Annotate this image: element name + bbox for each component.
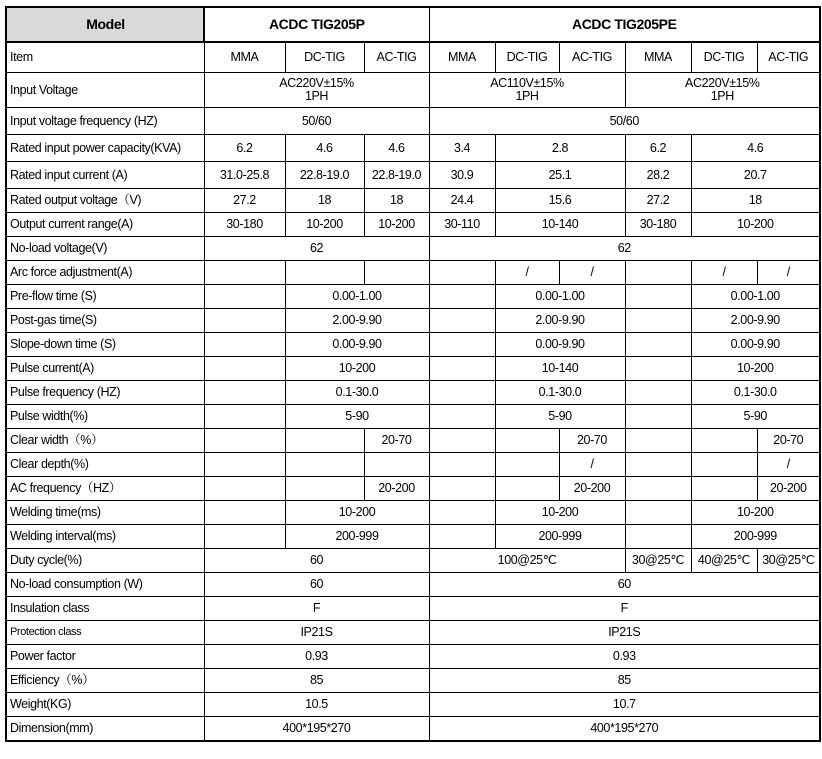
table-row: [6, 381, 820, 405]
table-row: [6, 333, 820, 357]
table-cell: [495, 453, 559, 477]
table-row: [6, 693, 820, 717]
table-cell: MMA: [204, 42, 285, 73]
row-label: Input voltage frequency (HZ): [6, 108, 204, 135]
table-cell: 0.93: [429, 645, 820, 669]
table-cell: 24.4: [429, 189, 495, 213]
table-row: [6, 309, 820, 333]
table-cell: AC-TIG: [757, 42, 820, 73]
table-cell: [204, 357, 285, 381]
table-cell: [204, 333, 285, 357]
table-cell: [285, 477, 364, 501]
table-cell: [204, 477, 285, 501]
table-row: [6, 525, 820, 549]
table-cell: 40@25℃: [691, 549, 757, 573]
table-cell: [429, 405, 495, 429]
table-row: [6, 108, 820, 135]
table-cell: 5-90: [285, 405, 429, 429]
table-cell: 200-999: [691, 525, 820, 549]
table-cell: [364, 453, 429, 477]
table-cell: [429, 477, 495, 501]
table-cell: 25.1: [495, 162, 625, 189]
row-label: Slope-down time (S): [6, 333, 204, 357]
row-label: Clear width（%）: [6, 429, 204, 453]
table-row: [6, 357, 820, 381]
table-cell: 30@25℃: [757, 549, 820, 573]
row-label: Rated input current (A): [6, 162, 204, 189]
table-row: [6, 573, 820, 597]
table-cell: [429, 261, 495, 285]
table-cell: 10-200: [285, 501, 429, 525]
table-cell: 6.2: [204, 135, 285, 162]
table-row: [6, 162, 820, 189]
table-cell: /: [495, 261, 559, 285]
table-cell: AC220V±15% 1PH: [204, 73, 429, 108]
table-cell: [204, 501, 285, 525]
table-cell: 200-999: [495, 525, 625, 549]
row-label: Pulse width(%): [6, 405, 204, 429]
table-cell: 20-70: [757, 429, 820, 453]
row-label: Dimension(mm): [6, 717, 204, 742]
table-cell: DC-TIG: [285, 42, 364, 73]
table-cell: 3.4: [429, 135, 495, 162]
table-cell: 0.00-1.00: [495, 285, 625, 309]
row-label: Rated output voltage（V): [6, 189, 204, 213]
table-cell: F: [204, 597, 429, 621]
table-row: [6, 405, 820, 429]
table-cell: MMA: [625, 42, 691, 73]
table-cell: 10-200: [285, 357, 429, 381]
table-cell: 4.6: [691, 135, 820, 162]
table-cell: [625, 261, 691, 285]
table-cell: 5-90: [691, 405, 820, 429]
table-cell: 6.2: [625, 135, 691, 162]
table-row: [6, 621, 820, 645]
table-cell: 50/60: [429, 108, 820, 135]
row-label: Duty cycle(%): [6, 549, 204, 573]
table-cell: [691, 477, 757, 501]
table-cell: 18: [364, 189, 429, 213]
table-cell: 2.00-9.90: [495, 309, 625, 333]
table-cell: 0.00-9.90: [495, 333, 625, 357]
table-cell: 0.1-30.0: [285, 381, 429, 405]
table-cell: 4.6: [285, 135, 364, 162]
table-cell: 10-200: [364, 213, 429, 237]
table-row: [6, 669, 820, 693]
table-cell: [625, 309, 691, 333]
table-cell: 100@25℃: [429, 549, 625, 573]
table-cell: /: [757, 453, 820, 477]
table-cell: 400*195*270: [429, 717, 820, 742]
table-cell: [364, 261, 429, 285]
table-cell: 5-90: [495, 405, 625, 429]
table-cell: 27.2: [204, 189, 285, 213]
row-label: Efficiency（%）: [6, 669, 204, 693]
table-cell: 0.00-9.90: [691, 333, 820, 357]
spec-table: [5, 6, 821, 742]
table-cell: 2.8: [495, 135, 625, 162]
table-cell: [429, 525, 495, 549]
table-cell: 2.00-9.90: [691, 309, 820, 333]
table-cell: [625, 477, 691, 501]
table-cell: 0.1-30.0: [691, 381, 820, 405]
table-cell: 30.9: [429, 162, 495, 189]
table-cell: MMA: [429, 42, 495, 73]
table-cell: [625, 525, 691, 549]
row-label: No-load consumption (W): [6, 573, 204, 597]
table-cell: [204, 285, 285, 309]
table-cell: [204, 525, 285, 549]
table-cell: /: [559, 453, 625, 477]
table-cell: 0.00-1.00: [285, 285, 429, 309]
row-label: Input Voltage: [6, 73, 204, 108]
table-cell: [204, 309, 285, 333]
table-cell: 10-200: [691, 357, 820, 381]
table-cell: [429, 309, 495, 333]
table-cell: [429, 501, 495, 525]
table-cell: DC-TIG: [691, 42, 757, 73]
table-cell: [625, 453, 691, 477]
row-label: Power factor: [6, 645, 204, 669]
table-cell: 10.7: [429, 693, 820, 717]
table-cell: [429, 381, 495, 405]
table-cell: [429, 333, 495, 357]
table-cell: [429, 429, 495, 453]
table-row: [6, 429, 820, 453]
table-row: [6, 213, 820, 237]
table-cell: 20-70: [364, 429, 429, 453]
table-cell: [429, 357, 495, 381]
table-cell: 27.2: [625, 189, 691, 213]
row-label: No-load voltage(V): [6, 237, 204, 261]
table-cell: 10-140: [495, 357, 625, 381]
table-row: [6, 189, 820, 213]
table-cell: [691, 429, 757, 453]
header-row: [6, 7, 820, 42]
table-cell: 400*195*270: [204, 717, 429, 742]
table-cell: [285, 429, 364, 453]
table-cell: [204, 453, 285, 477]
row-label: Welding time(ms): [6, 501, 204, 525]
table-row: [6, 597, 820, 621]
row-label: Clear depth(%): [6, 453, 204, 477]
table-cell: 0.00-9.90: [285, 333, 429, 357]
row-label: Post-gas time(S): [6, 309, 204, 333]
table-cell: 20-200: [757, 477, 820, 501]
table-cell: AC220V±15% 1PH: [625, 73, 820, 108]
table-cell: AC110V±15% 1PH: [429, 73, 625, 108]
table-cell: [691, 453, 757, 477]
table-cell: 85: [429, 669, 820, 693]
table-cell: 60: [429, 573, 820, 597]
table-cell: /: [691, 261, 757, 285]
table-cell: [204, 261, 285, 285]
row-label: Model: [6, 7, 204, 42]
table-cell: /: [559, 261, 625, 285]
table-row: [6, 285, 820, 309]
row-label: Item: [6, 42, 204, 73]
table-cell: 4.6: [364, 135, 429, 162]
table-cell: [285, 261, 364, 285]
table-cell: 10-140: [495, 213, 625, 237]
table-row: [6, 549, 820, 573]
table-row: [6, 501, 820, 525]
table-cell: 60: [204, 573, 429, 597]
table-cell: 10-200: [495, 501, 625, 525]
table-cell: 62: [204, 237, 429, 261]
table-cell: 22.8-19.0: [364, 162, 429, 189]
table-cell: [204, 429, 285, 453]
row-label: Pulse frequency (HZ): [6, 381, 204, 405]
table-cell: 60: [204, 549, 429, 573]
table-cell: 2.00-9.90: [285, 309, 429, 333]
table-cell: 200-999: [285, 525, 429, 549]
table-cell: /: [757, 261, 820, 285]
table-cell: [625, 405, 691, 429]
table-cell: 10-200: [691, 213, 820, 237]
table-cell: F: [429, 597, 820, 621]
table-cell: 0.00-1.00: [691, 285, 820, 309]
table-cell: IP21S: [429, 621, 820, 645]
row-label: Weight(KG): [6, 693, 204, 717]
table-row: [6, 237, 820, 261]
table-cell: 10.5: [204, 693, 429, 717]
table-cell: 20-200: [364, 477, 429, 501]
table-row: [6, 477, 820, 501]
table-cell: 30-180: [204, 213, 285, 237]
table-cell: 62: [429, 237, 820, 261]
table-cell: 22.8-19.0: [285, 162, 364, 189]
table-cell: [495, 429, 559, 453]
table-cell: [429, 453, 495, 477]
table-cell: 18: [285, 189, 364, 213]
table-cell: 30-180: [625, 213, 691, 237]
table-row: [6, 135, 820, 162]
row-label: Welding interval(ms): [6, 525, 204, 549]
table-cell: [285, 453, 364, 477]
table-cell: [204, 381, 285, 405]
table-cell: 18: [691, 189, 820, 213]
table-cell: AC-TIG: [559, 42, 625, 73]
table-row: [6, 73, 820, 108]
table-cell: 31.0-25.8: [204, 162, 285, 189]
row-label: Output current range(A): [6, 213, 204, 237]
row-label: Protection class: [6, 621, 204, 645]
table-cell: 28.2: [625, 162, 691, 189]
row-label: AC frequency（HZ）: [6, 477, 204, 501]
table-cell: ACDC TIG205PE: [429, 7, 820, 42]
table-cell: [625, 333, 691, 357]
table-cell: 15.6: [495, 189, 625, 213]
table-cell: [625, 357, 691, 381]
row-label: Rated input power capacity(KVA): [6, 135, 204, 162]
table-cell: 85: [204, 669, 429, 693]
table-row: [6, 261, 820, 285]
table-cell: [625, 429, 691, 453]
table-cell: [429, 285, 495, 309]
table-row: [6, 42, 820, 73]
table-cell: AC-TIG: [364, 42, 429, 73]
table-cell: 10-200: [691, 501, 820, 525]
table-cell: 20-70: [559, 429, 625, 453]
table-cell: 30-110: [429, 213, 495, 237]
table-cell: 30@25℃: [625, 549, 691, 573]
row-label: Pre-flow time (S): [6, 285, 204, 309]
table-cell: IP21S: [204, 621, 429, 645]
row-label: Insulation class: [6, 597, 204, 621]
table-cell: DC-TIG: [495, 42, 559, 73]
table-cell: 20.7: [691, 162, 820, 189]
table-row: [6, 645, 820, 669]
row-label: Arc force adjustment(A): [6, 261, 204, 285]
table-row: [6, 453, 820, 477]
table-cell: 0.93: [204, 645, 429, 669]
table-cell: 0.1-30.0: [495, 381, 625, 405]
table-row: [6, 717, 820, 742]
table-cell: ACDC TIG205P: [204, 7, 429, 42]
table-cell: [625, 285, 691, 309]
table-cell: 20-200: [559, 477, 625, 501]
table-cell: [625, 501, 691, 525]
table-cell: [495, 477, 559, 501]
table-cell: 10-200: [285, 213, 364, 237]
row-label: Pulse current(A): [6, 357, 204, 381]
table-cell: [625, 381, 691, 405]
table-cell: 50/60: [204, 108, 429, 135]
table-cell: [204, 405, 285, 429]
